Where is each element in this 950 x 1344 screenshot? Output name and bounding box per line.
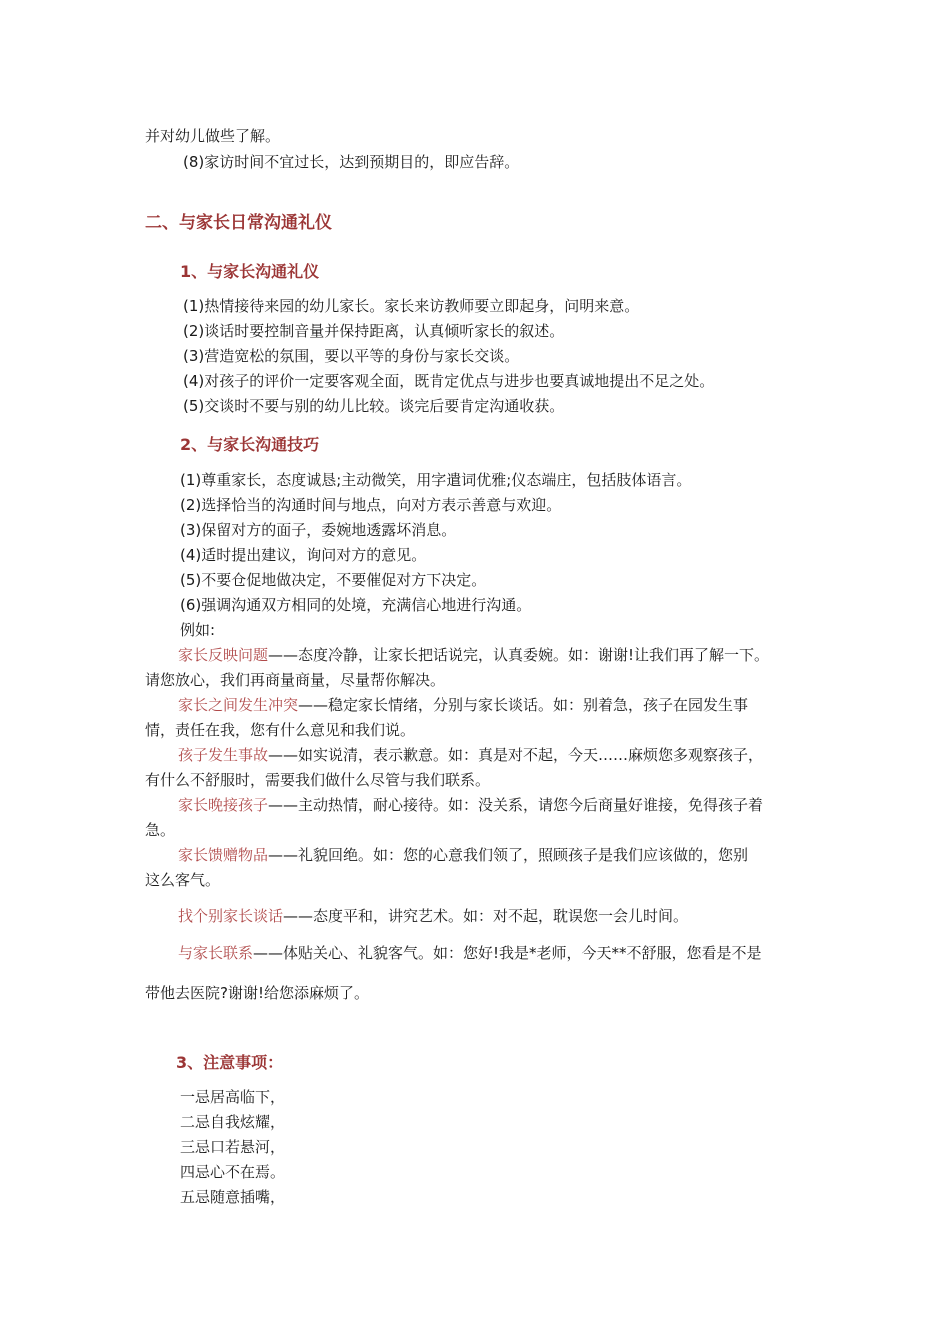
example-continuation: 这么客气。 [145, 871, 221, 889]
example-line [178, 906, 688, 926]
subsection-2-title: 2、与家长沟通技巧 [180, 435, 320, 454]
skill-item: (2)选择恰当的沟通时间与地点，向对方表示善意与欢迎。 [180, 496, 562, 514]
etiquette-item: (3)营造宽松的氛围，要以平等的身份与家长交谈。 [183, 347, 520, 365]
caution-item: 四忌心不在焉。 [180, 1163, 286, 1181]
skill-item: (3)保留对方的面子，委婉地透露坏消息。 [180, 521, 457, 539]
intro-line-1: 并对幼儿做些了解。 [145, 127, 281, 145]
example-line [178, 845, 748, 865]
example-keyword: 找个别家长谈话 [178, 907, 284, 925]
example-text: ——稳定家长情绪，分别与家长谈话。如：别着急，孩子在园发生事 [298, 696, 749, 714]
section-2-title: 二、与家长日常沟通礼仪 [145, 213, 332, 233]
subsection-1-title: 1、与家长沟通礼仪 [180, 262, 320, 281]
example-text: ——体贴关心、礼貌客气。如：您好!我是*老师，今天**不舒服，您看是不是 [253, 944, 762, 962]
skill-item: (6)强调沟通双方相同的处境，充满信心地进行沟通。 [180, 596, 532, 614]
example-keyword: 家长反映问题 [178, 646, 269, 664]
example-line [178, 943, 762, 963]
example-keyword: 家长之间发生冲突 [178, 696, 299, 714]
example-text: ——态度冷静，让家长把话说完，认真委婉。如：谢谢!让我们再了解一下。 [268, 646, 770, 664]
example-continuation: 带他去医院?谢谢!给您添麻烦了。 [145, 984, 369, 1002]
intro-line-2: (8)家访时间不宜过长，达到预期目的，即应告辞。 [183, 153, 520, 171]
example-label: 例如: [180, 621, 216, 639]
subsection-3-title: 3、注意事项： [176, 1053, 284, 1072]
caution-item: 五忌随意插嘴， [180, 1188, 286, 1206]
caution-item: 三忌口若悬河， [180, 1138, 286, 1156]
example-text: ——如实说清，表示歉意。如：真是对不起，今天……麻烦您多观察孩子， [268, 746, 764, 764]
etiquette-item: (2)谈话时要控制音量并保持距离，认真倾听家长的叙述。 [183, 322, 565, 340]
example-continuation: 请您放心，我们再商量商量，尽量帮你解决。 [145, 671, 446, 689]
skill-item: (4)适时提出建议，询问对方的意见。 [180, 546, 427, 564]
etiquette-item: (4)对孩子的评价一定要客观全面，既肯定优点与进步也要真诚地提出不足之处。 [183, 372, 715, 390]
example-line [178, 745, 763, 765]
caution-item: 二忌自我炫耀， [180, 1113, 286, 1131]
example-continuation: 有什么不舒服时，需要我们做什么尽管与我们联系。 [145, 771, 491, 789]
example-text: ——主动热情，耐心接待。如：没关系，请您今后商量好谁接，免得孩子着 [268, 796, 764, 814]
example-line [178, 695, 748, 715]
example-text: ——态度平和，讲究艺术。如：对不起，耽误您一会儿时间。 [283, 907, 689, 925]
example-line [178, 645, 769, 665]
example-keyword: 家长晚接孩子 [178, 796, 269, 814]
example-keyword: 家长馈赠物品 [178, 846, 269, 864]
skill-item: (5)不要仓促地做决定，不要催促对方下决定。 [180, 571, 487, 589]
example-continuation: 情，责任在我，您有什么意见和我们说。 [145, 721, 416, 739]
example-continuation: 急。 [145, 821, 176, 839]
example-keyword: 孩子发生事故 [178, 746, 269, 764]
skill-item: (1)尊重家长，态度诚恳;主动微笑，用字遣词优雅;仪态端庄，包括肢体语言。 [180, 471, 692, 489]
caution-item: 一忌居高临下， [180, 1088, 286, 1106]
example-text: ——礼貌回绝。如：您的心意我们领了，照顾孩子是我们应该做的，您别 [268, 846, 749, 864]
etiquette-item: (1)热情接待来园的幼儿家长。家长来访教师要立即起身，问明来意。 [183, 297, 640, 315]
example-line [178, 795, 763, 815]
etiquette-item: (5)交谈时不要与别的幼儿比较。谈完后要肯定沟通收获。 [183, 397, 565, 415]
example-keyword: 与家长联系 [178, 944, 254, 962]
